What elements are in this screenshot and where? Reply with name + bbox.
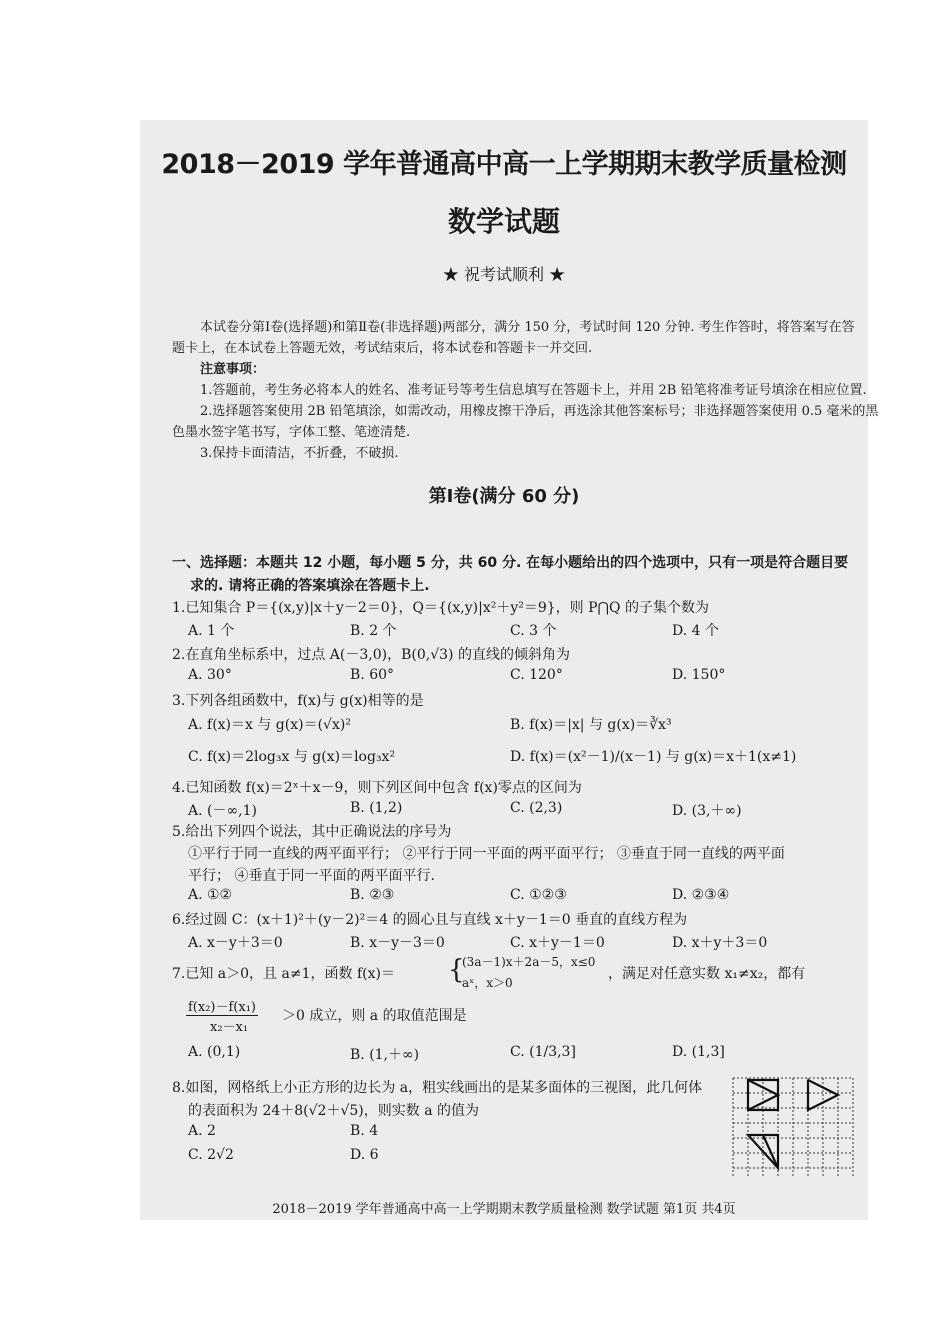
question-5-line-2: ①平行于同一直线的两平面平行； ②平行于同一平面的两平面平行； ③垂直于同一直线的两平面 xyxy=(188,846,785,862)
question-6-stem: 6.经过圆 C：(x＋1)²＋(y－2)²＝4 的圆心且与直线 x＋y－1＝0 垂直的直线方程为 xyxy=(172,912,688,928)
question-7-stem-c: ＞0 成立，则 a 的取值范围是 xyxy=(282,1008,467,1024)
note-2a: 2.选择题答案使用 2B 铅笔填涂，如需改动，用橡皮擦干净后，再选涂其他答案标号；非选择题答案使用 0.5 毫米的黑 xyxy=(200,404,879,419)
question-5-line-3: 平行； ④垂直于同一平面的两平面平行. xyxy=(188,868,435,884)
q2-option-b: B. 60° xyxy=(350,667,395,683)
q8-option-c: C. 2√2 xyxy=(188,1147,234,1163)
question-8-stem-2: 的表面积为 24＋8(√2＋√5)，则实数 a 的值为 xyxy=(188,1103,479,1119)
q2-option-d: D. 150° xyxy=(672,667,726,683)
section-title: 第Ⅰ卷(满分 60 分) xyxy=(428,486,580,507)
q3-option-a: A. f(x)＝x 与 g(x)＝(√x)² xyxy=(188,717,351,733)
exam-title: 2018－2019 学年普通高中高一上学期期末教学质量检测 xyxy=(161,149,847,180)
q8-option-d: D. 6 xyxy=(350,1147,379,1163)
q7-piece-1: (3a－1)x＋2a－5，x≤0 xyxy=(462,955,596,969)
intro-line-2: 题卡上，在本试卷上答题无效，考试结束后，将本试卷和答题卡一并交回. xyxy=(172,341,593,356)
q6-option-c: C. x＋y－1＝0 xyxy=(510,935,605,951)
q8-option-a: A. 2 xyxy=(188,1123,216,1139)
q3-option-c: C. f(x)＝2log₃x 与 g(x)＝log₃x² xyxy=(188,749,396,765)
q4-option-a: A. (－∞,1) xyxy=(188,803,257,819)
q1-option-a: A. 1 个 xyxy=(188,623,235,639)
exam-paper xyxy=(140,120,868,1220)
q5-option-b: B. ②③ xyxy=(350,887,395,903)
q3-option-b: B. f(x)＝|x| 与 g(x)＝∛x³ xyxy=(510,717,672,733)
question-7-stem-b: ，满足对任意实数 x₁≠x₂，都有 xyxy=(608,966,806,982)
question-3-stem: 3.下列各组函数中，f(x)与 g(x)相等的是 xyxy=(172,693,424,709)
q3-option-d: D. f(x)＝(x²－1)/(x－1) 与 g(x)＝x＋1(x≠1) xyxy=(510,749,797,765)
q4-option-c: C. (2,3) xyxy=(510,800,563,816)
q8-option-b: B. 4 xyxy=(350,1123,379,1139)
q6-option-d: D. x＋y＋3＝0 xyxy=(672,935,768,951)
question-2-stem: 2.在直角坐标系中，过点 A(－3,0)，B(0,√3) 的直线的倾斜角为 xyxy=(172,647,570,663)
note-1: 1.答题前，考生务必将本人的姓名、准考证号等考生信息填写在答题卡上，并用 2B 铅笔将准考证号填涂在相应位置. xyxy=(200,383,867,398)
q4-option-b: B. (1,2) xyxy=(350,800,403,816)
question-1-stem: 1.已知集合 P＝{(x,y)|x＋y－2＝0}，Q＝{(x,y)|x²＋y²＝9}，则 P⋂Q 的子集个数为 xyxy=(172,600,709,616)
exam-subtitle: 数学试题 xyxy=(447,205,560,238)
question-4-stem: 4.已知函数 f(x)＝2ˣ＋x－9，则下列区间中包含 f(x)零点的区间为 xyxy=(172,780,582,796)
q1-option-d: D. 4 个 xyxy=(672,623,719,639)
q7-brace: { xyxy=(448,955,465,985)
q6-option-a: A. x－y＋3＝0 xyxy=(188,935,283,951)
q1-option-c: C. 3 个 xyxy=(510,623,557,639)
q7-fraction-denominator: x₂－x₁ xyxy=(210,1020,249,1035)
blessing-line: ★ 祝考试顺利 ★ xyxy=(442,265,566,284)
note-2b: 色墨水签字笔书写，字体工整、笔迹清楚. xyxy=(172,425,411,440)
q5-option-c: C. ①②③ xyxy=(510,887,567,903)
q4-option-d: D. (3,＋∞) xyxy=(672,803,742,819)
q7-fraction-numerator: f(x₂)－f(x₁) xyxy=(186,996,258,1016)
question-7-stem-a: 7.已知 a＞0，且 a≠1，函数 f(x)＝ xyxy=(172,966,395,982)
question-8-stem-1: 8.如图，网格纸上小正方形的边长为 a，粗实线画出的是某多面体的三视图，此几何体 xyxy=(172,1080,703,1096)
q7-option-c: C. (1/3,3] xyxy=(510,1044,576,1060)
q5-option-a: A. ①② xyxy=(188,887,233,903)
note-3: 3.保持卡面清洁，不折叠，不破损. xyxy=(200,446,399,461)
q6-option-b: B. x－y－3＝0 xyxy=(350,935,445,951)
three-view-figure xyxy=(730,1075,856,1181)
q7-option-b: B. (1,＋∞) xyxy=(350,1047,420,1063)
q2-option-a: A. 30° xyxy=(188,667,232,683)
q1-option-b: B. 2 个 xyxy=(350,623,397,639)
page-footer: 2018－2019 学年普通高中高一上学期期末教学质量检测 数学试题 第1页 共4页 xyxy=(272,1202,736,1217)
q7-option-a: A. (0,1) xyxy=(188,1044,241,1060)
question-5-stem: 5.给出下列四个说法，其中正确说法的序号为 xyxy=(172,824,452,840)
q2-option-c: C. 120° xyxy=(510,667,563,683)
q7-option-d: D. (1,3] xyxy=(672,1044,725,1060)
q5-option-d: D. ②③④ xyxy=(672,887,730,903)
intro-line-1: 本试卷分第Ⅰ卷(选择题)和第Ⅱ卷(非选择题)两部分，满分 150 分，考试时间 120 分钟. 考生作答时，将答案写在答 xyxy=(200,320,855,335)
part-instruction-1: 一、选择题：本题共 12 小题，每小题 5 分，共 60 分. 在每小题给出的四个选项中，只有一项是符合题目要 xyxy=(172,555,849,571)
q7-piece-2: aˣ，x＞0 xyxy=(462,976,513,990)
part-instruction-2: 求的. 请将正确的答案填涂在答题卡上. xyxy=(190,578,430,594)
notes-title: 注意事项： xyxy=(200,362,266,377)
